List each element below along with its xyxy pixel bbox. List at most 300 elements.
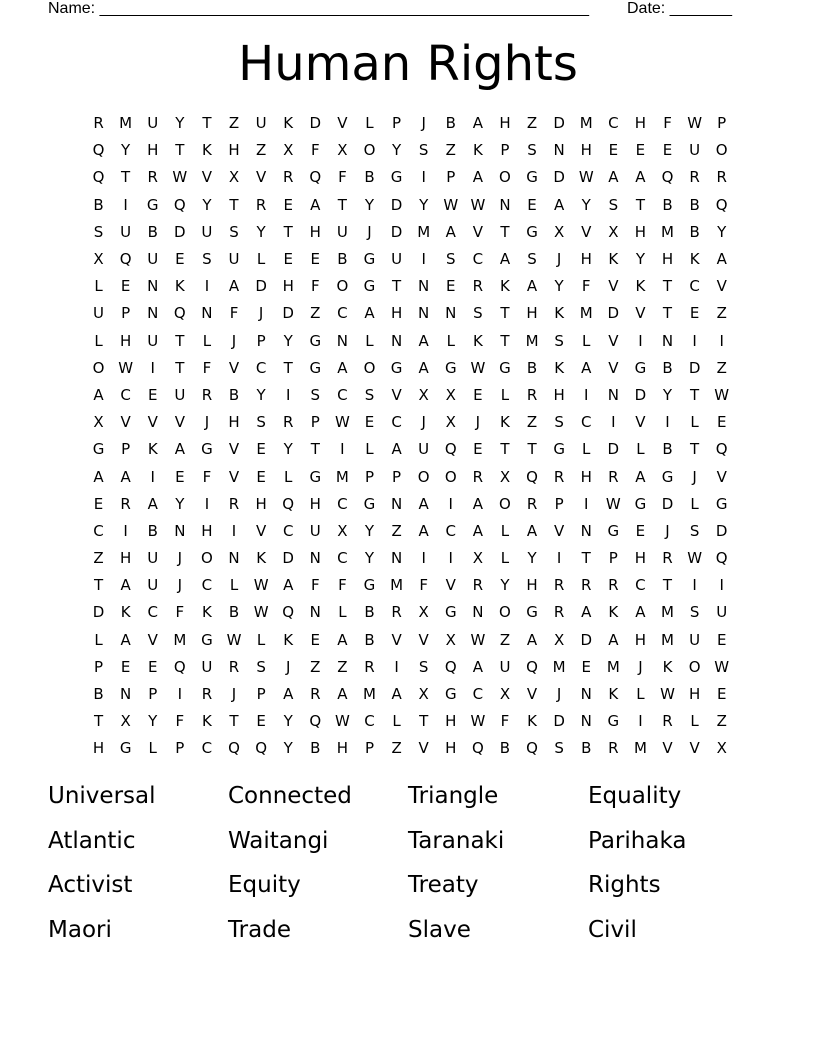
grid-letter[interactable]: T bbox=[581, 549, 591, 568]
grid-letter[interactable]: L bbox=[636, 685, 645, 704]
grid-letter[interactable]: C bbox=[364, 712, 375, 731]
grid-letter[interactable]: T bbox=[229, 712, 239, 731]
grid-letter[interactable]: E bbox=[473, 440, 483, 459]
grid-letter[interactable]: X bbox=[608, 222, 619, 241]
grid-letter[interactable]: Q bbox=[92, 141, 105, 160]
grid-letter[interactable]: I bbox=[719, 331, 724, 350]
grid-letter[interactable]: C bbox=[580, 413, 592, 432]
grid-letter[interactable]: M bbox=[633, 739, 647, 758]
grid-letter[interactable]: G bbox=[309, 331, 322, 350]
grid-letter[interactable]: Q bbox=[173, 657, 186, 676]
grid-letter[interactable]: T bbox=[500, 304, 510, 323]
grid-letter[interactable]: Q bbox=[715, 440, 728, 459]
grid-letter[interactable]: O bbox=[444, 467, 457, 486]
grid-letter[interactable]: J bbox=[231, 685, 237, 704]
grid-letter[interactable]: E bbox=[608, 141, 619, 160]
grid-letter[interactable]: N bbox=[201, 304, 213, 323]
grid-letter[interactable]: J bbox=[556, 685, 562, 704]
grid-letter[interactable]: Q bbox=[309, 712, 322, 731]
grid-letter[interactable]: C bbox=[391, 413, 402, 432]
grid-letter[interactable]: R bbox=[553, 603, 565, 622]
grid-letter[interactable]: U bbox=[689, 630, 701, 649]
grid-letter[interactable]: W bbox=[226, 630, 242, 649]
grid-letter[interactable]: R bbox=[608, 576, 619, 595]
grid-letter[interactable]: M bbox=[552, 657, 566, 676]
grid-letter[interactable]: S bbox=[256, 657, 266, 676]
grid-letter[interactable]: R bbox=[608, 739, 619, 758]
grid-letter[interactable]: H bbox=[92, 739, 105, 758]
grid-letter[interactable]: U bbox=[309, 521, 321, 540]
grid-letter[interactable]: R bbox=[472, 576, 484, 595]
grid-letter[interactable]: T bbox=[175, 141, 185, 160]
grid-letter[interactable]: Q bbox=[309, 168, 322, 187]
grid-letter[interactable]: K bbox=[608, 685, 619, 704]
grid-letter[interactable]: E bbox=[635, 521, 646, 540]
grid-letter[interactable]: C bbox=[472, 250, 484, 269]
grid-letter[interactable]: D bbox=[282, 549, 294, 568]
grid-letter[interactable]: Q bbox=[92, 168, 105, 187]
grid-letter[interactable]: I bbox=[584, 494, 589, 513]
grid-letter[interactable]: P bbox=[94, 657, 104, 676]
grid-letter[interactable]: D bbox=[92, 603, 105, 622]
grid-letter[interactable]: J bbox=[665, 521, 670, 540]
grid-letter[interactable]: M bbox=[390, 576, 404, 595]
grid-letter[interactable]: Y bbox=[283, 712, 293, 731]
grid-letter[interactable]: N bbox=[120, 685, 132, 704]
grid-letter[interactable]: G bbox=[363, 250, 376, 269]
grid-letter[interactable]: H bbox=[120, 549, 132, 568]
grid-letter[interactable]: R bbox=[526, 494, 538, 513]
grid-letter[interactable]: B bbox=[93, 685, 104, 704]
grid-letter[interactable]: G bbox=[526, 168, 538, 187]
grid-letter[interactable]: F bbox=[310, 277, 320, 296]
grid-letter[interactable]: G bbox=[363, 494, 376, 513]
grid-letter[interactable]: U bbox=[418, 440, 430, 459]
grid-letter[interactable]: P bbox=[175, 739, 185, 758]
grid-letter[interactable]: Y bbox=[256, 385, 266, 404]
grid-letter[interactable]: N bbox=[309, 603, 321, 622]
grid-letter[interactable]: H bbox=[526, 304, 538, 323]
grid-letter[interactable]: J bbox=[231, 331, 237, 350]
grid-letter[interactable]: C bbox=[445, 521, 456, 540]
grid-letter[interactable]: Q bbox=[661, 168, 674, 187]
grid-letter[interactable]: N bbox=[390, 549, 403, 568]
grid-letter[interactable]: Y bbox=[527, 549, 537, 568]
grid-letter[interactable]: Y bbox=[364, 521, 375, 540]
grid-letter[interactable]: I bbox=[421, 168, 426, 187]
grid-letter[interactable]: C bbox=[608, 114, 619, 133]
grid-letter[interactable]: S bbox=[554, 413, 564, 432]
grid-letter[interactable]: N bbox=[580, 521, 592, 540]
grid-letter[interactable]: L bbox=[500, 521, 510, 540]
grid-letter[interactable]: P bbox=[121, 304, 131, 323]
grid-letter[interactable]: E bbox=[527, 195, 537, 214]
grid-letter[interactable]: V bbox=[581, 222, 592, 241]
grid-letter[interactable]: B bbox=[310, 739, 321, 758]
grid-letter[interactable]: N bbox=[499, 195, 511, 214]
grid-letter[interactable]: G bbox=[444, 685, 457, 704]
grid-letter[interactable]: F bbox=[310, 576, 320, 595]
grid-letter[interactable]: G bbox=[390, 168, 403, 187]
grid-letter[interactable]: A bbox=[499, 250, 511, 269]
grid-letter[interactable]: F bbox=[202, 467, 212, 486]
grid-letter[interactable]: T bbox=[283, 358, 293, 377]
grid-letter[interactable]: F bbox=[175, 603, 185, 622]
grid-letter[interactable]: F bbox=[310, 141, 320, 160]
grid-letter[interactable]: Y bbox=[283, 739, 293, 758]
grid-letter[interactable]: U bbox=[147, 114, 159, 133]
grid-letter[interactable]: I bbox=[611, 413, 616, 432]
grid-letter[interactable]: I bbox=[231, 521, 237, 540]
grid-letter[interactable]: V bbox=[716, 467, 727, 486]
grid-letter[interactable]: N bbox=[418, 304, 430, 323]
grid-letter[interactable]: D bbox=[607, 304, 620, 323]
grid-letter[interactable]: H bbox=[553, 385, 565, 404]
grid-letter[interactable]: L bbox=[256, 250, 266, 269]
grid-letter[interactable]: N bbox=[147, 304, 159, 323]
grid-letter[interactable]: K bbox=[635, 277, 646, 296]
grid-letter[interactable]: P bbox=[364, 739, 374, 758]
grid-letter[interactable]: I bbox=[448, 549, 453, 568]
grid-letter[interactable]: J bbox=[556, 250, 562, 269]
grid-letter[interactable]: R bbox=[310, 685, 321, 704]
grid-letter[interactable]: X bbox=[554, 222, 565, 241]
grid-letter[interactable]: N bbox=[309, 549, 321, 568]
grid-letter[interactable]: L bbox=[446, 331, 455, 350]
grid-letter[interactable]: J bbox=[421, 114, 426, 133]
grid-letter[interactable]: C bbox=[337, 304, 348, 323]
grid-letter[interactable]: A bbox=[472, 494, 483, 513]
grid-letter[interactable]: H bbox=[445, 712, 457, 731]
grid-letter[interactable]: G bbox=[499, 358, 511, 377]
grid-letter[interactable]: S bbox=[93, 222, 104, 241]
grid-letter[interactable]: C bbox=[120, 385, 131, 404]
grid-letter[interactable]: I bbox=[421, 549, 426, 568]
grid-letter[interactable]: N bbox=[147, 277, 159, 296]
grid-letter[interactable]: B bbox=[228, 603, 240, 622]
grid-letter[interactable]: Z bbox=[716, 304, 727, 323]
grid-letter[interactable]: I bbox=[692, 331, 697, 350]
grid-letter[interactable]: A bbox=[581, 603, 592, 622]
grid-letter[interactable]: V bbox=[608, 277, 619, 296]
grid-letter[interactable]: H bbox=[255, 494, 267, 513]
grid-letter[interactable]: S bbox=[527, 250, 537, 269]
grid-letter[interactable]: X bbox=[120, 712, 131, 731]
grid-letter[interactable]: T bbox=[662, 277, 673, 296]
grid-letter[interactable]: V bbox=[662, 739, 673, 758]
grid-letter[interactable]: K bbox=[689, 250, 700, 269]
grid-letter[interactable]: J bbox=[638, 657, 643, 676]
grid-letter[interactable]: M bbox=[525, 331, 539, 350]
grid-letter[interactable]: J bbox=[177, 549, 183, 568]
grid-letter[interactable]: N bbox=[418, 277, 430, 296]
grid-letter[interactable]: L bbox=[365, 331, 374, 350]
grid-letter[interactable]: Y bbox=[364, 549, 375, 568]
grid-letter[interactable]: D bbox=[580, 630, 593, 649]
grid-letter[interactable]: A bbox=[391, 440, 402, 459]
grid-letter[interactable]: P bbox=[121, 440, 131, 459]
grid-letter[interactable]: V bbox=[120, 413, 131, 432]
grid-letter[interactable]: J bbox=[258, 304, 264, 323]
grid-letter[interactable]: Y bbox=[121, 141, 131, 160]
grid-letter[interactable]: X bbox=[499, 467, 511, 486]
grid-letter[interactable]: F bbox=[338, 168, 347, 187]
grid-letter[interactable]: I bbox=[421, 250, 426, 269]
grid-letter[interactable]: Y bbox=[662, 385, 673, 404]
grid-letter[interactable]: M bbox=[119, 114, 133, 133]
grid-letter[interactable]: K bbox=[527, 712, 537, 731]
grid-letter[interactable]: Q bbox=[444, 440, 457, 459]
grid-letter[interactable]: H bbox=[526, 576, 538, 595]
grid-letter[interactable]: A bbox=[418, 521, 429, 540]
grid-letter[interactable]: X bbox=[445, 385, 456, 404]
grid-letter[interactable]: L bbox=[94, 277, 103, 296]
grid-letter[interactable]: V bbox=[391, 630, 402, 649]
grid-letter[interactable]: N bbox=[580, 712, 592, 731]
grid-letter[interactable]: R bbox=[472, 467, 484, 486]
grid-letter[interactable]: D bbox=[309, 114, 322, 133]
grid-letter[interactable]: P bbox=[364, 467, 374, 486]
grid-letter[interactable]: U bbox=[147, 576, 159, 595]
grid-letter[interactable]: G bbox=[390, 358, 403, 377]
grid-letter[interactable]: V bbox=[689, 739, 700, 758]
grid-letter[interactable]: A bbox=[93, 467, 104, 486]
grid-letter[interactable]: W bbox=[687, 114, 703, 133]
grid-letter[interactable]: S bbox=[310, 385, 321, 404]
grid-letter[interactable]: P bbox=[256, 331, 266, 350]
grid-letter[interactable]: Y bbox=[256, 222, 266, 241]
grid-letter[interactable]: I bbox=[665, 413, 670, 432]
grid-letter[interactable]: U bbox=[255, 114, 267, 133]
grid-letter[interactable]: A bbox=[472, 114, 483, 133]
grid-letter[interactable]: B bbox=[445, 114, 456, 133]
grid-letter[interactable]: H bbox=[688, 685, 701, 704]
grid-letter[interactable]: I bbox=[177, 685, 183, 704]
grid-letter[interactable]: K bbox=[472, 331, 483, 350]
grid-letter[interactable]: H bbox=[499, 114, 511, 133]
grid-letter[interactable]: A bbox=[337, 685, 348, 704]
grid-letter[interactable]: K bbox=[500, 413, 510, 432]
grid-letter[interactable]: G bbox=[634, 494, 647, 513]
grid-letter[interactable]: Q bbox=[444, 657, 457, 676]
grid-letter[interactable]: Q bbox=[173, 195, 186, 214]
grid-letter[interactable]: C bbox=[337, 494, 348, 513]
grid-letter[interactable]: H bbox=[634, 549, 647, 568]
grid-letter[interactable]: X bbox=[337, 521, 348, 540]
grid-letter[interactable]: T bbox=[93, 712, 104, 731]
grid-letter[interactable]: T bbox=[527, 440, 537, 459]
grid-letter[interactable]: C bbox=[93, 521, 104, 540]
grid-letter[interactable]: T bbox=[229, 195, 239, 214]
grid-letter[interactable]: Q bbox=[715, 195, 728, 214]
grid-letter[interactable]: C bbox=[255, 358, 267, 377]
grid-letter[interactable]: X bbox=[445, 413, 456, 432]
grid-letter[interactable]: L bbox=[338, 603, 347, 622]
grid-letter[interactable]: E bbox=[147, 657, 158, 676]
grid-letter[interactable]: T bbox=[500, 440, 510, 459]
grid-letter[interactable]: S bbox=[473, 304, 483, 323]
grid-letter[interactable]: K bbox=[256, 549, 267, 568]
grid-letter[interactable]: D bbox=[390, 222, 403, 241]
grid-letter[interactable]: T bbox=[175, 358, 185, 377]
grid-letter[interactable]: Z bbox=[310, 304, 321, 323]
grid-letter[interactable]: I bbox=[719, 576, 724, 595]
grid-letter[interactable]: P bbox=[148, 685, 158, 704]
grid-letter[interactable]: A bbox=[310, 195, 321, 214]
grid-letter[interactable]: M bbox=[335, 467, 349, 486]
grid-letter[interactable]: W bbox=[470, 712, 486, 731]
grid-letter[interactable]: M bbox=[417, 222, 431, 241]
grid-letter[interactable]: R bbox=[120, 494, 131, 513]
grid-letter[interactable]: H bbox=[309, 222, 321, 241]
grid-letter[interactable]: V bbox=[608, 331, 619, 350]
grid-letter[interactable]: T bbox=[419, 712, 429, 731]
grid-letter[interactable]: B bbox=[364, 603, 375, 622]
grid-letter[interactable]: E bbox=[120, 277, 131, 296]
grid-letter[interactable]: N bbox=[580, 685, 592, 704]
grid-letter[interactable]: Q bbox=[282, 494, 295, 513]
grid-letter[interactable]: R bbox=[662, 712, 673, 731]
grid-letter[interactable]: K bbox=[147, 440, 158, 459]
grid-letter[interactable]: B bbox=[662, 358, 673, 377]
grid-letter[interactable]: R bbox=[364, 657, 375, 676]
grid-letter[interactable]: T bbox=[500, 331, 510, 350]
grid-letter[interactable]: I bbox=[556, 549, 562, 568]
grid-letter[interactable]: V bbox=[228, 467, 240, 486]
grid-letter[interactable]: V bbox=[445, 576, 456, 595]
grid-letter[interactable]: O bbox=[499, 494, 511, 513]
grid-letter[interactable]: M bbox=[579, 114, 593, 133]
grid-letter[interactable]: X bbox=[499, 685, 511, 704]
grid-letter[interactable]: Q bbox=[119, 250, 132, 269]
grid-letter[interactable]: L bbox=[690, 494, 699, 513]
grid-letter[interactable]: V bbox=[201, 168, 213, 187]
grid-letter[interactable]: D bbox=[282, 304, 294, 323]
grid-letter[interactable]: H bbox=[580, 141, 592, 160]
grid-letter[interactable]: S bbox=[418, 141, 429, 160]
grid-letter[interactable]: L bbox=[690, 413, 699, 432]
grid-letter[interactable]: G bbox=[146, 195, 159, 214]
grid-letter[interactable]: V bbox=[255, 521, 267, 540]
grid-letter[interactable]: L bbox=[582, 331, 591, 350]
grid-letter[interactable]: I bbox=[123, 195, 128, 214]
grid-letter[interactable]: K bbox=[283, 114, 294, 133]
grid-letter[interactable]: W bbox=[714, 657, 730, 676]
grid-letter[interactable]: W bbox=[334, 413, 350, 432]
grid-letter[interactable]: Y bbox=[635, 250, 645, 269]
grid-letter[interactable]: R bbox=[147, 168, 158, 187]
grid-letter[interactable]: I bbox=[638, 331, 643, 350]
grid-letter[interactable]: G bbox=[363, 576, 376, 595]
grid-letter[interactable]: R bbox=[526, 385, 538, 404]
grid-letter[interactable]: R bbox=[662, 549, 673, 568]
grid-letter[interactable]: I bbox=[204, 494, 210, 513]
grid-letter[interactable]: Z bbox=[93, 549, 104, 568]
grid-letter[interactable]: R bbox=[282, 168, 294, 187]
grid-letter[interactable]: G bbox=[553, 440, 565, 459]
grid-letter[interactable]: K bbox=[472, 141, 483, 160]
grid-letter[interactable]: Z bbox=[499, 630, 511, 649]
grid-letter[interactable]: L bbox=[284, 467, 293, 486]
grid-letter[interactable]: E bbox=[256, 467, 266, 486]
grid-letter[interactable]: B bbox=[364, 630, 375, 649]
grid-letter[interactable]: O bbox=[363, 358, 376, 377]
grid-letter[interactable]: A bbox=[283, 685, 294, 704]
grid-letter[interactable]: Z bbox=[310, 657, 321, 676]
grid-letter[interactable]: D bbox=[688, 358, 701, 377]
grid-letter[interactable]: A bbox=[635, 467, 646, 486]
grid-letter[interactable]: G bbox=[363, 277, 376, 296]
grid-letter[interactable]: Z bbox=[716, 358, 727, 377]
grid-letter[interactable]: D bbox=[715, 521, 728, 540]
grid-letter[interactable]: K bbox=[500, 277, 510, 296]
grid-letter[interactable]: Z bbox=[337, 657, 348, 676]
grid-letter[interactable]: I bbox=[394, 657, 399, 676]
grid-letter[interactable]: V bbox=[337, 114, 348, 133]
grid-letter[interactable]: N bbox=[390, 331, 403, 350]
grid-letter[interactable]: V bbox=[255, 168, 267, 187]
grid-letter[interactable]: T bbox=[310, 440, 320, 459]
grid-letter[interactable]: O bbox=[499, 168, 511, 187]
grid-letter[interactable]: J bbox=[285, 657, 291, 676]
grid-letter[interactable]: R bbox=[282, 413, 294, 432]
grid-letter[interactable]: K bbox=[120, 603, 131, 622]
grid-letter[interactable]: S bbox=[418, 657, 429, 676]
grid-letter[interactable]: I bbox=[285, 385, 291, 404]
grid-letter[interactable]: Q bbox=[526, 657, 538, 676]
grid-letter[interactable]: R bbox=[255, 195, 267, 214]
grid-letter[interactable]: L bbox=[392, 712, 401, 731]
grid-letter[interactable]: L bbox=[256, 630, 266, 649]
grid-letter[interactable]: Z bbox=[445, 141, 456, 160]
grid-letter[interactable]: K bbox=[202, 141, 212, 160]
grid-letter[interactable]: E bbox=[175, 250, 185, 269]
grid-letter[interactable]: G bbox=[201, 440, 213, 459]
grid-letter[interactable]: E bbox=[473, 385, 483, 404]
grid-letter[interactable]: B bbox=[147, 222, 158, 241]
grid-letter[interactable]: A bbox=[554, 195, 565, 214]
grid-letter[interactable]: R bbox=[716, 168, 727, 187]
grid-letter[interactable]: O bbox=[92, 358, 105, 377]
grid-letter[interactable]: V bbox=[526, 685, 538, 704]
grid-letter[interactable]: M bbox=[173, 630, 187, 649]
grid-letter[interactable]: R bbox=[228, 494, 240, 513]
grid-letter[interactable]: V bbox=[635, 413, 646, 432]
grid-letter[interactable]: L bbox=[202, 331, 212, 350]
grid-letter[interactable]: J bbox=[421, 413, 426, 432]
grid-letter[interactable]: G bbox=[444, 358, 457, 377]
grid-letter[interactable]: E bbox=[283, 195, 293, 214]
grid-letter[interactable]: T bbox=[337, 195, 347, 214]
grid-letter[interactable]: T bbox=[690, 440, 700, 459]
grid-letter[interactable]: A bbox=[364, 304, 375, 323]
grid-letter[interactable]: T bbox=[391, 277, 402, 296]
grid-letter[interactable]: U bbox=[201, 657, 213, 676]
grid-letter[interactable]: A bbox=[608, 630, 619, 649]
grid-letter[interactable]: W bbox=[253, 576, 269, 595]
grid-letter[interactable]: H bbox=[336, 739, 349, 758]
grid-letter[interactable]: X bbox=[418, 603, 429, 622]
grid-letter[interactable]: X bbox=[418, 685, 429, 704]
grid-letter[interactable]: P bbox=[392, 114, 402, 133]
grid-letter[interactable]: F bbox=[500, 712, 510, 731]
grid-letter[interactable]: A bbox=[472, 657, 483, 676]
grid-letter[interactable]: I bbox=[692, 576, 697, 595]
grid-letter[interactable]: A bbox=[391, 685, 402, 704]
grid-letter[interactable]: S bbox=[256, 413, 266, 432]
grid-letter[interactable]: W bbox=[253, 603, 269, 622]
grid-letter[interactable]: S bbox=[554, 331, 564, 350]
